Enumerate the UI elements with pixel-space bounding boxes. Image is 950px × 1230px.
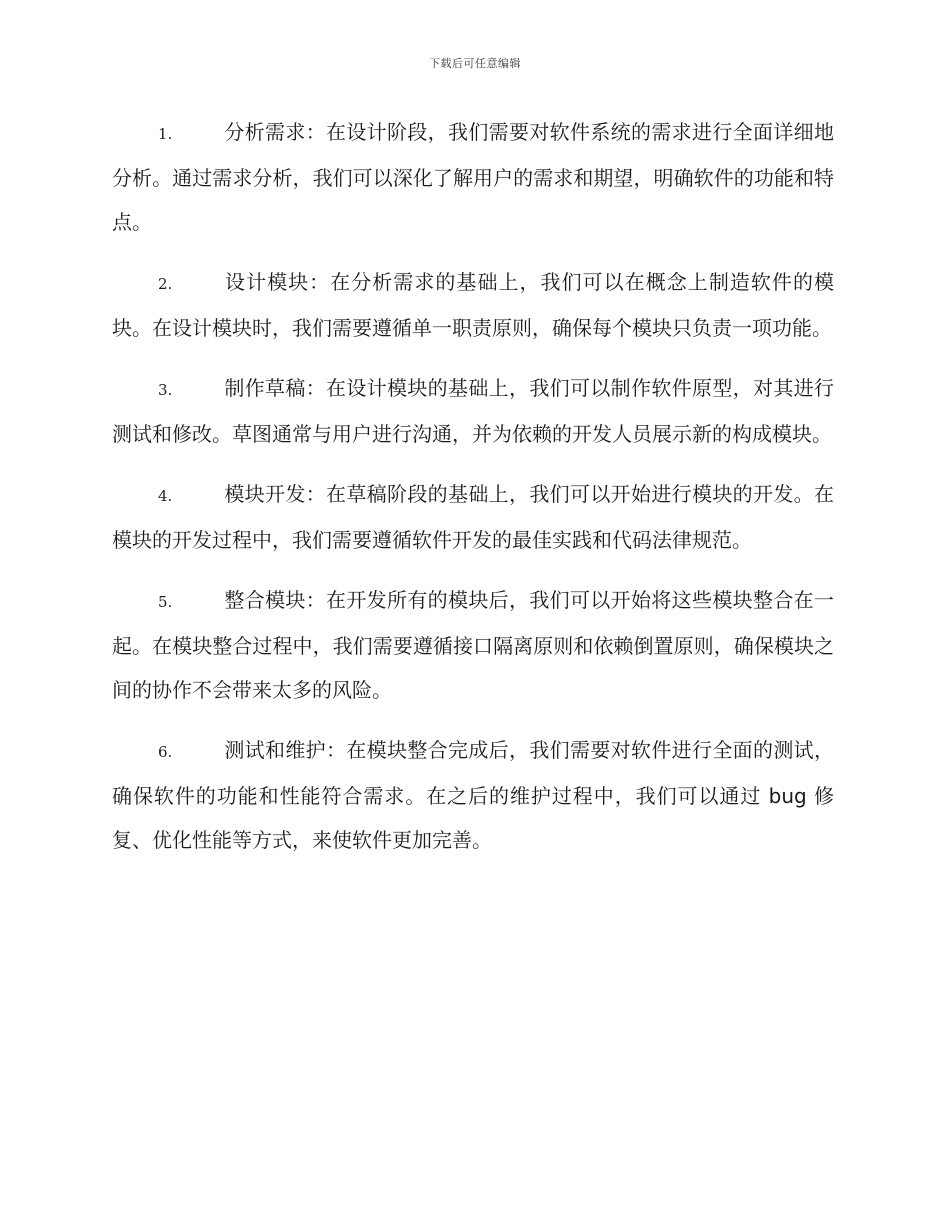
item-number: 6. [158, 743, 173, 761]
page-header: 下载后可任意编辑 [429, 57, 521, 70]
list-item [112, 366, 834, 456]
item-text: 制作草稿：在设计模块的基础上，我们可以制作软件原型，对其进行测试和修改。草图通常与用户进行沟通，并为依赖的开发人员展示新的构成模块。 [112, 376, 834, 446]
item-number: 1. [158, 125, 173, 143]
item-text: 模块开发：在草稿阶段的基础上，我们可以开始进行模块的开发。在模块的开发过程中，我们需要遵循软件开发的最佳实践和代码法律规范。 [112, 482, 834, 552]
item-text: 整合模块：在开发所有的模块后，我们可以开始将这些模块整合在一起。在模块整合过程中，我们需要遵循接口隔离原则和依赖倒置原则，确保模块之间的协作不会带来太多的风险。 [112, 588, 834, 702]
item-text: 测试和维护：在模块整合完成后，我们需要对软件进行全面的测试，确保软件的功能和性能符合需求。在之后的维护过程中，我们可以通过 bug 修复、优化性能等方式，来使软件更加完善。 [112, 738, 834, 852]
list-item [112, 472, 834, 562]
item-number: 4. [158, 487, 173, 505]
list-item [112, 578, 834, 712]
item-text: 设计模块：在分析需求的基础上，我们可以在概念上制造软件的模块。在设计模块时，我们需要遵循单一职责原则，确保每个模块只负责一项功能。 [112, 270, 834, 340]
list-item [112, 260, 834, 350]
document-body [112, 110, 834, 878]
list-item [112, 110, 834, 244]
item-number: 2. [158, 275, 173, 293]
item-number: 5. [158, 593, 173, 611]
list-item [112, 728, 834, 862]
item-text: 分析需求：在设计阶段，我们需要对软件系统的需求进行全面详细地分析。通过需求分析，我们可以深化了解用户的需求和期望，明确软件的功能和特点。 [112, 120, 834, 234]
item-number: 3. [158, 381, 173, 399]
